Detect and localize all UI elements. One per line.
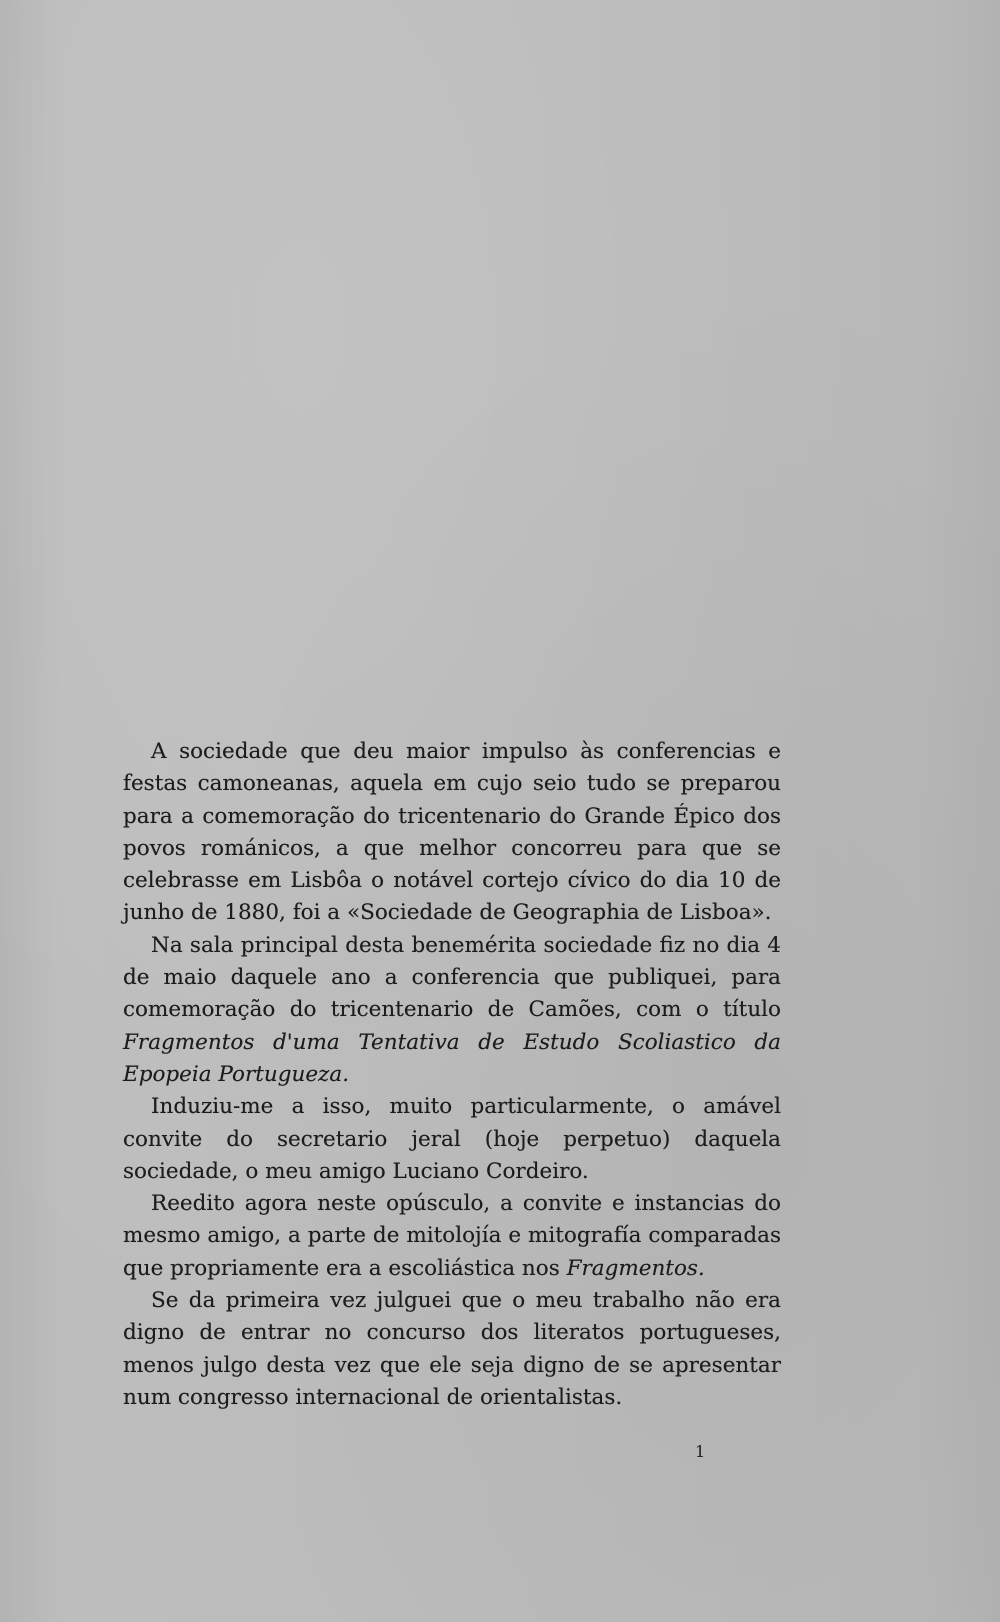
paragraph-text: Reedito agora neste opúsculo, a convite e instancias do mesmo amigo, a parte de mitolojía e mitografía comparadas que propriamente era a escoliástica nos — [123, 1191, 781, 1281]
paragraph — [123, 1285, 781, 1414]
paragraph — [123, 930, 781, 1091]
paragraph-text: Induziu-me a isso, muito particularmente, o amável convite do secretario jeral (hoje perpetuo) daquela sociedade, o meu amigo Luciano Cordeiro. — [123, 1094, 781, 1184]
page-number: 1 — [695, 1442, 706, 1461]
paragraph — [123, 1188, 781, 1285]
paragraph-text: A sociedade que deu maior impulso às conferencias e festas camoneanas, aquela em cujo seio tudo se preparou para a comemoração do tricentenario do Grande Épico dos povos románicos, a que melhor concorreu para que se celebrasse em Lisbôa o notável cortejo cívico do dia 10 de junho de 1880, foi a «Sociedade de Geographia de Lisboa». — [123, 739, 781, 926]
body-text — [123, 736, 781, 1414]
paragraph — [123, 736, 781, 930]
paragraph-text: Na sala principal desta benemérita sociedade fiz no dia 4 de maio daquele ano a conferencia que publiquei, para comemoração do tricentenario de Camões, com o título — [123, 932, 781, 1023]
paragraph-text: Se da primeira vez julguei que o meu trabalho não era digno de entrar no concurso dos literatos portugueses, menos julgo desta vez que ele seja digno de se apresentar num congresso internacional de orientalistas. — [123, 1288, 781, 1410]
italic-title-text: Fragmentos d'uma Tentativa de Estudo Scoliastico da Epopeia Portugueza. — [123, 1029, 781, 1087]
paragraph — [123, 1091, 781, 1188]
italic-title-text: Fragmentos. — [566, 1255, 705, 1281]
